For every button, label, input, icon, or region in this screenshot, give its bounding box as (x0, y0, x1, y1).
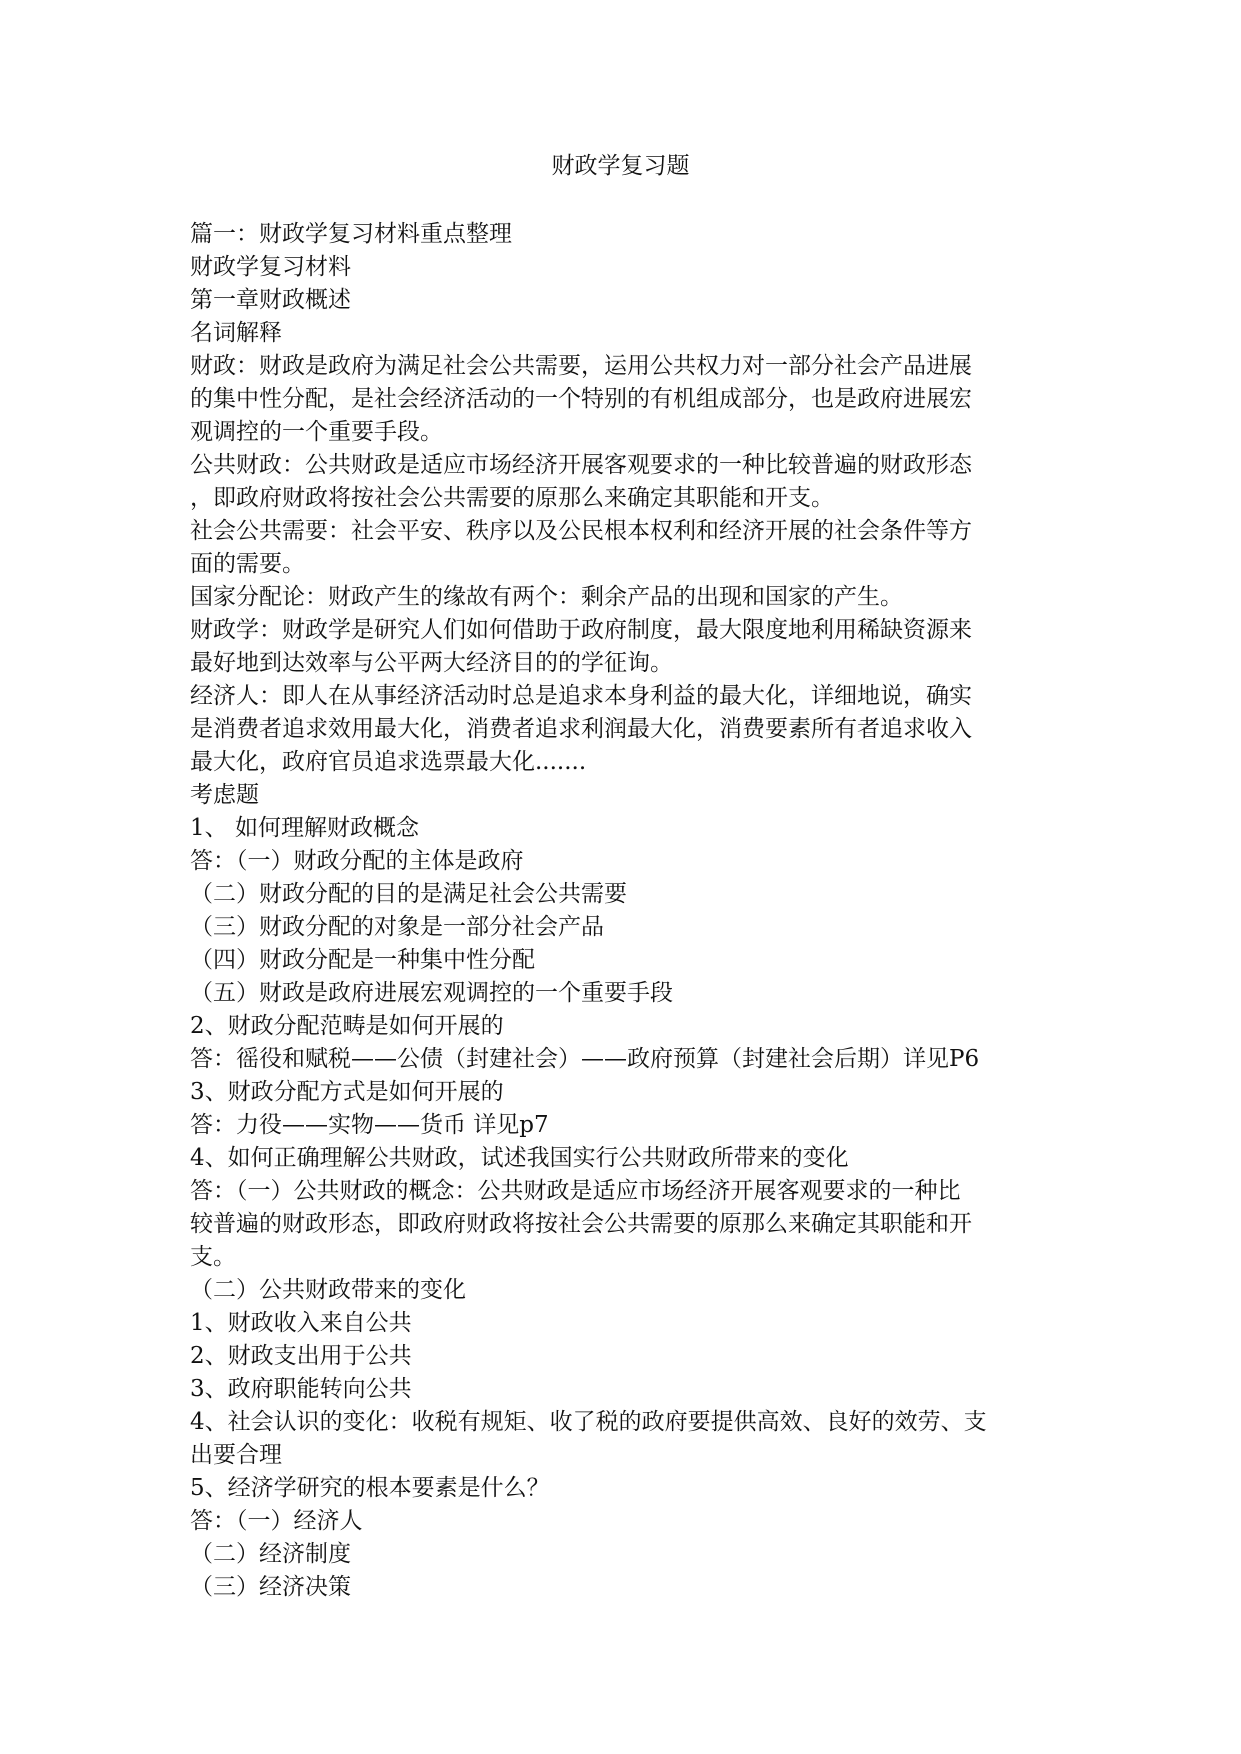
text-line: （三）财政分配的对象是一部分社会产品 (190, 914, 604, 940)
text-line: （二）经济制度 (190, 1541, 351, 1567)
text-line: 较普遍的财政形态，即政府财政将按社会公共需要的原那么来确定其职能和开 (190, 1211, 972, 1237)
text-line: 3、政府职能转向公共 (190, 1376, 412, 1402)
text-line: 2、财政支出用于公共 (190, 1343, 412, 1369)
text-line: 面的需要。 (190, 551, 305, 577)
text-line: 4、如何正确理解公共财政，试述我国实行公共财政所带来的变化 (190, 1145, 849, 1171)
text-line: 答：徭役和赋税——公债（封建社会）——政府预算（封建社会后期）详见P6 (190, 1046, 980, 1072)
text-line: 答：（一）公共财政的概念：公共财政是适应市场经济开展客观要求的一种比 (190, 1178, 961, 1204)
text-line: 社会公共需要：社会平安、秩序以及公民根本权利和经济开展的社会条件等方 (190, 518, 972, 544)
text-line: 1、 如何理解财政概念 (190, 815, 419, 841)
document-body (190, 218, 1050, 1604)
text-line: 1、财政收入来自公共 (190, 1310, 412, 1336)
text-line: 出要合理 (190, 1442, 282, 1468)
text-line: 是消费者追求效用最大化，消费者追求利润最大化，消费要素所有者追求收入 (190, 716, 972, 742)
text-line: 财政学：财政学是研究人们如何借助于政府制度，最大限度地利用稀缺资源来 (190, 617, 972, 643)
text-line: 最好地到达效率与公平两大经济目的的学征询。 (190, 650, 673, 676)
text-line: 国家分配论：财政产生的缘故有两个：剩余产品的出现和国家的产生。 (190, 584, 903, 610)
text-line: 财政学复习材料 (190, 254, 351, 280)
text-line: （四）财政分配是一种集中性分配 (190, 947, 535, 973)
text-line: 的集中性分配，是社会经济活动的一个特别的有机组成部分，也是政府进展宏 (190, 386, 972, 412)
text-line: ，即政府财政将按社会公共需要的原那么来确定其职能和开支。 (190, 485, 834, 511)
text-line: 3、财政分配方式是如何开展的 (190, 1079, 504, 1105)
text-line: 2、财政分配范畴是如何开展的 (190, 1013, 504, 1039)
text-line: 4、社会认识的变化：收税有规矩、收了税的政府要提供高效、良好的效劳、支 (190, 1409, 987, 1435)
text-line: 公共财政：公共财政是适应市场经济开展客观要求的一种比较普遍的财政形态 (190, 452, 972, 478)
text-line: 考虑题 (190, 782, 259, 808)
text-line: （二）公共财政带来的变化 (190, 1277, 466, 1303)
text-line: （二）财政分配的目的是满足社会公共需要 (190, 881, 627, 907)
document-title: 财政学复习题 (551, 153, 690, 179)
text-line: 最大化，政府官员追求选票最大化....... (190, 749, 587, 775)
text-line: 财政：财政是政府为满足社会公共需要，运用公共权力对一部分社会产品进展 (190, 353, 972, 379)
text-line: 答：（一）经济人 (190, 1508, 363, 1534)
text-line: 答：（一）财政分配的主体是政府 (190, 848, 524, 874)
text-line: （三）经济决策 (190, 1574, 351, 1600)
text-line: 篇一：财政学复习材料重点整理 (190, 221, 512, 247)
text-line: 观调控的一个重要手段。 (190, 419, 443, 445)
text-line: 5、经济学研究的根本要素是什么？ (190, 1475, 550, 1501)
text-line: 第一章财政概述 (190, 287, 351, 313)
text-line: 答：力役——实物——货币 详见p7 (190, 1112, 549, 1138)
text-line: 支。 (190, 1244, 236, 1270)
text-line: （五）财政是政府进展宏观调控的一个重要手段 (190, 980, 673, 1006)
text-line: 名词解释 (190, 320, 282, 346)
text-line: 经济人：即人在从事经济活动时总是追求本身利益的最大化，详细地说，确实 (190, 683, 972, 709)
